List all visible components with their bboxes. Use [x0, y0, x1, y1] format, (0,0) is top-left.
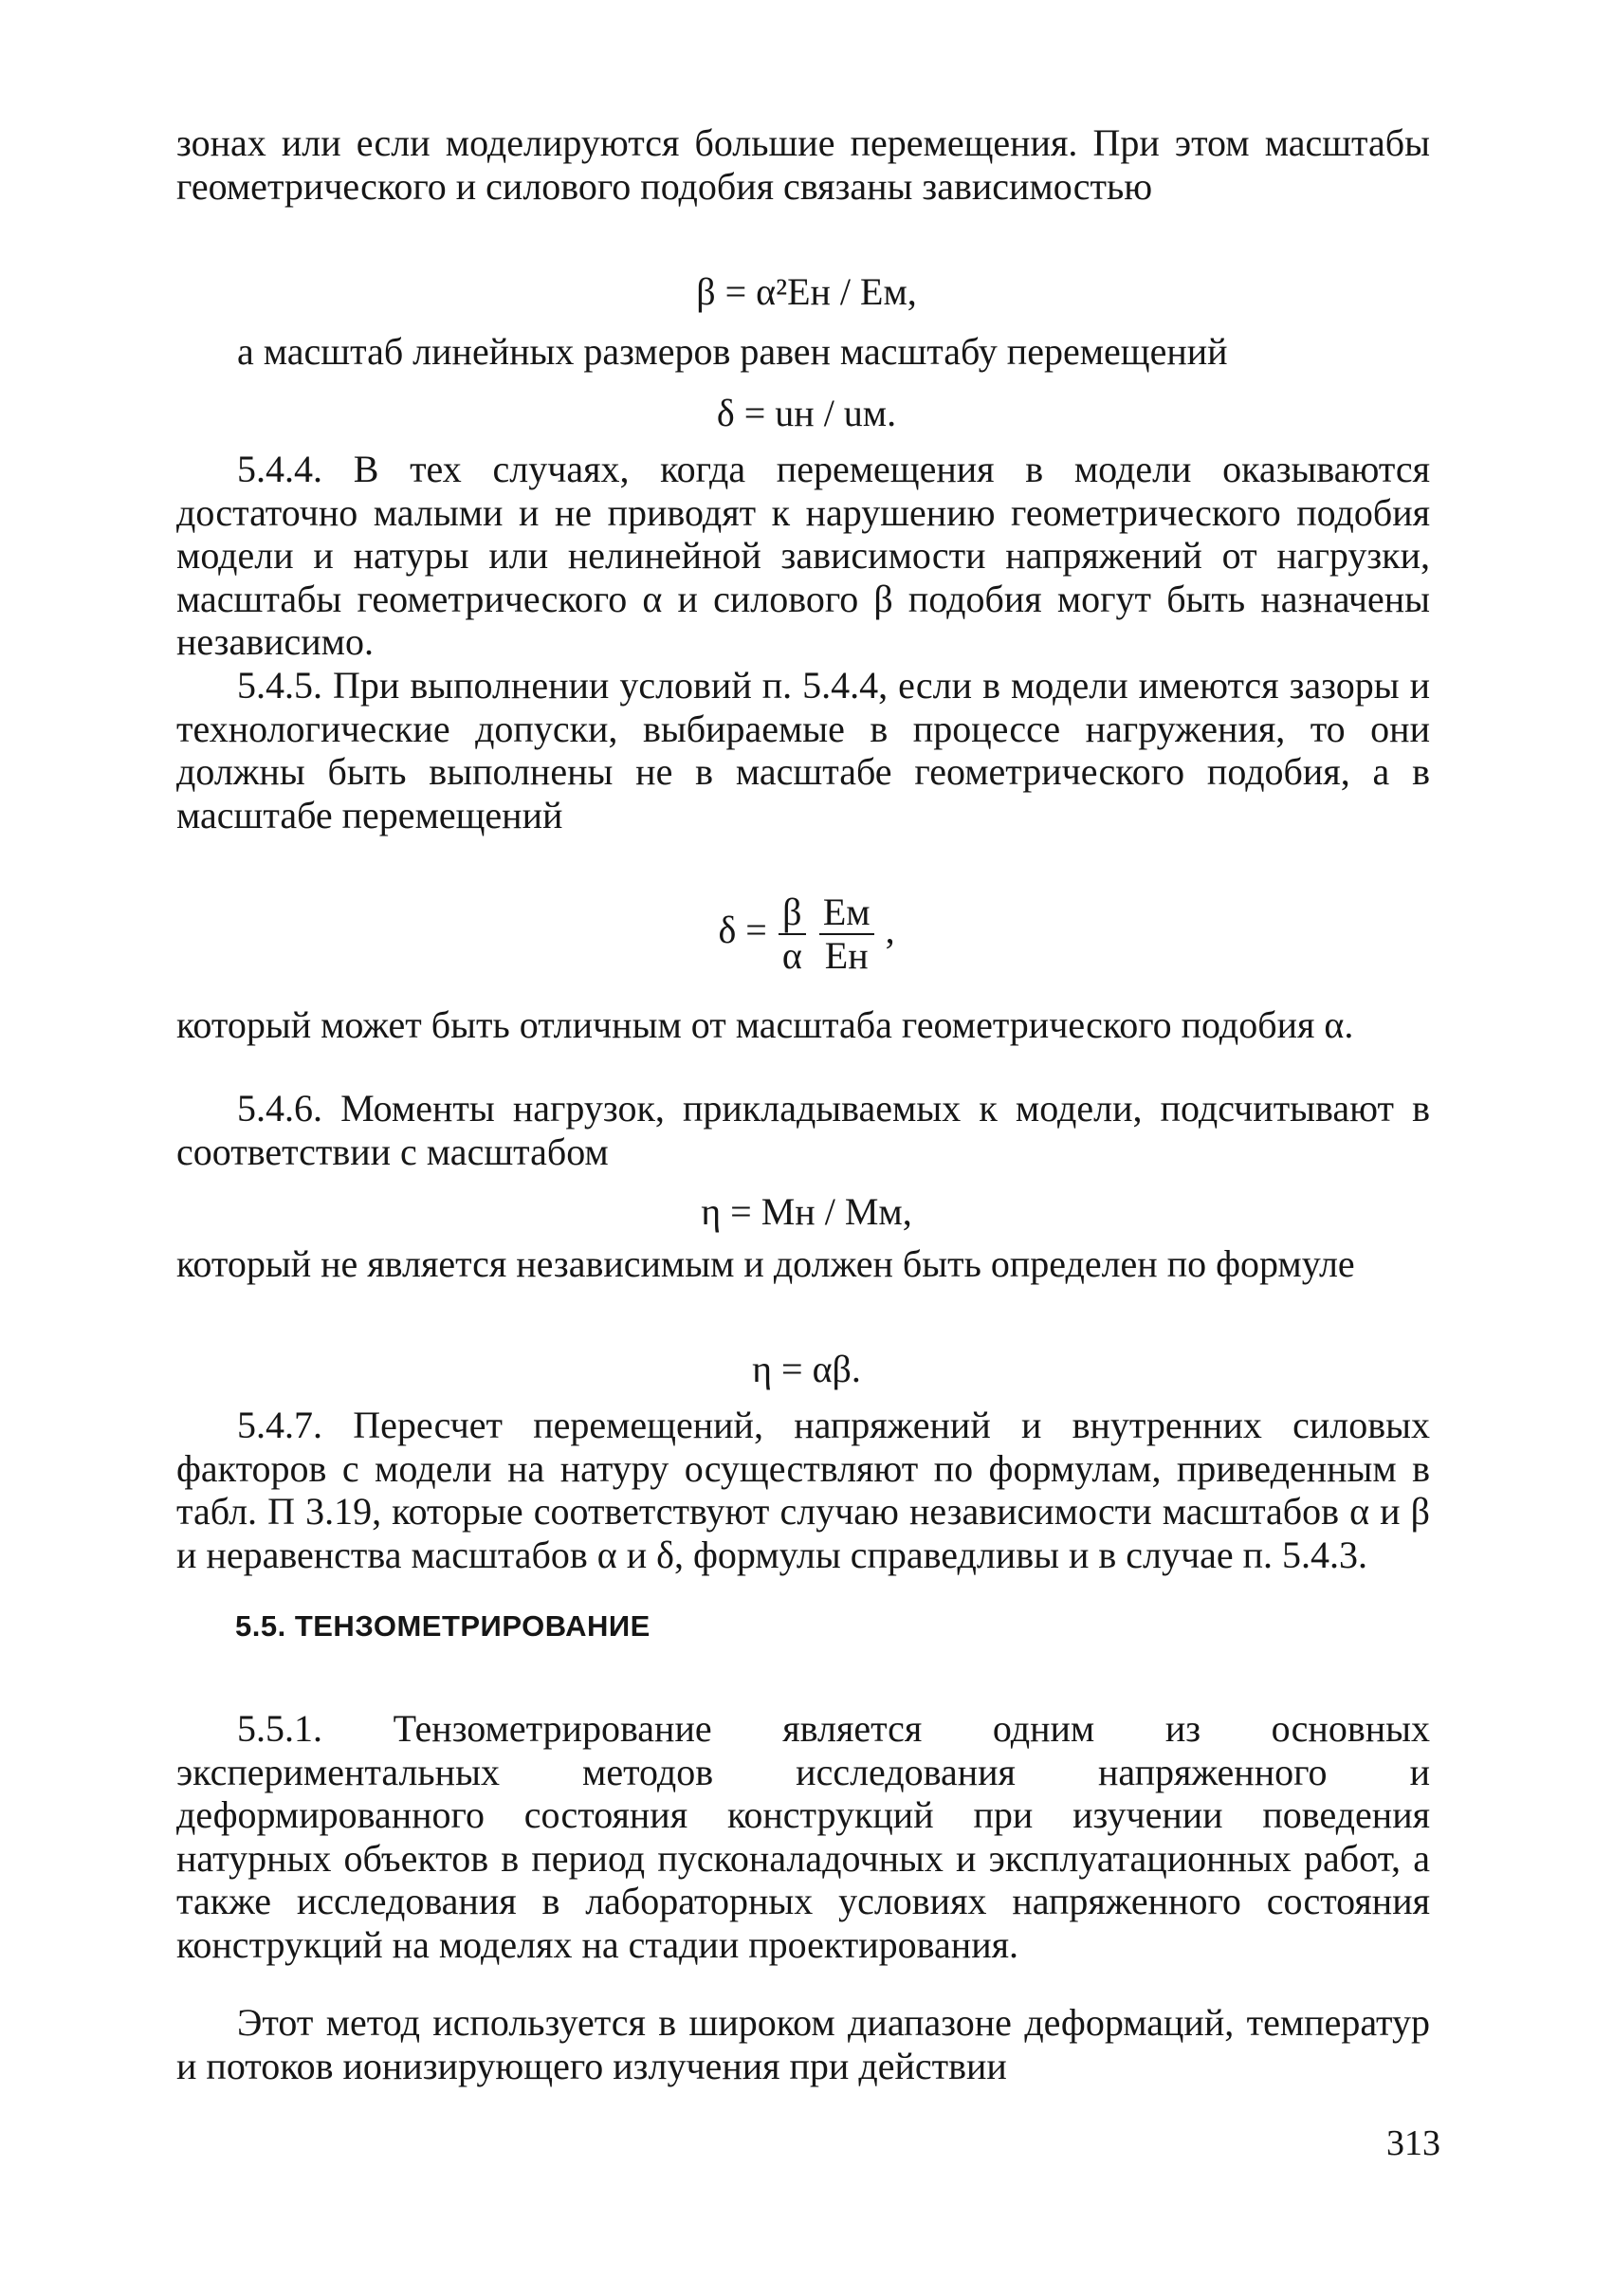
- paragraph-not-independent: который не является независимым и должен быть определен по формуле: [176, 1242, 1355, 1285]
- fraction-denominator: Eн: [824, 934, 869, 977]
- equation-delta-fraction: [0, 891, 1613, 977]
- fraction-denominator: α: [781, 934, 802, 977]
- paragraph-5-5-1: 5.5.1. Тензометрирование является одним из основных экспериментальных методов исследования напряженного и деформированного состояния конструкций при изучении поведения натурных объектов в период пусконаладочных и эксплуатационных работ, а также исследования в лабораторных условиях напряженного состояния конструкций на моделях на стадии проектирования.: [176, 1707, 1430, 1966]
- equation-tail: ,: [885, 909, 895, 952]
- page-number: 313: [1386, 2123, 1440, 2163]
- fraction-numerator: Eм: [819, 891, 874, 935]
- paragraph-5-4-4: 5.4.4. В тех случаях, когда перемещения в модели оказываются достаточно малыми и не приводят к нарушению геометрического подобия модели и натуры или нелинейной зависимости напряжений от нагрузки, масштабы геометрического α и силового β подобия могут быть назначены независимо.: [176, 448, 1430, 664]
- fraction-modulus: [819, 891, 874, 977]
- equation-lhs: δ =: [718, 909, 767, 952]
- paragraph-intro: зонах или если моделируются большие перемещения. При этом масштабы геометрического и силового подобия связаны зависимостью: [176, 121, 1430, 208]
- paragraph-5-4-5: 5.4.5. При выполнении условий п. 5.4.4, если в модели имеются зазоры и технологические допуски, выбираемые в процессе нагружения, то они должны быть выполнены не в масштабе геометрического подобия, а в масштабе перемещений: [176, 664, 1430, 836]
- paragraph-method: Этот метод используется в широком диапазоне деформаций, температур и потоков ионизирующего излучения при действии: [176, 2001, 1430, 2087]
- paragraph-5-4-7: 5.4.7. Пересчет перемещений, напряжений и внутренних силовых факторов с модели на натуру осуществляют по формулам, приведенным в табл. П 3.19, которые соответствуют случаю независимости масштабов α и β и неравенства масштабов α и δ, формулы справедливы и в случае п. 5.4.3.: [176, 1404, 1430, 1576]
- equation-eta: η = Mн / Mм,: [701, 1190, 912, 1233]
- fraction-numerator: β: [779, 891, 806, 935]
- equation-beta: β = α²Eн / Eм,: [696, 270, 917, 313]
- equation-delta: δ = uн / uм.: [716, 392, 897, 434]
- equation-eta-alpha-beta: η = αβ.: [752, 1348, 861, 1390]
- paragraph-geometric-similarity: который может быть отличным от масштаба геометрического подобия α.: [176, 1003, 1354, 1046]
- paragraph-linear-scale: а масштаб линейных размеров равен масштабу перемещений: [237, 330, 1228, 373]
- paragraph-5-4-6: 5.4.6. Моменты нагрузок, прикладываемых к модели, подсчитывают в соответствии с масштабом: [176, 1087, 1430, 1173]
- section-heading: 5.5. ТЕНЗОМЕТРИРОВАНИЕ: [235, 1609, 651, 1643]
- fraction-beta-alpha: [779, 891, 806, 977]
